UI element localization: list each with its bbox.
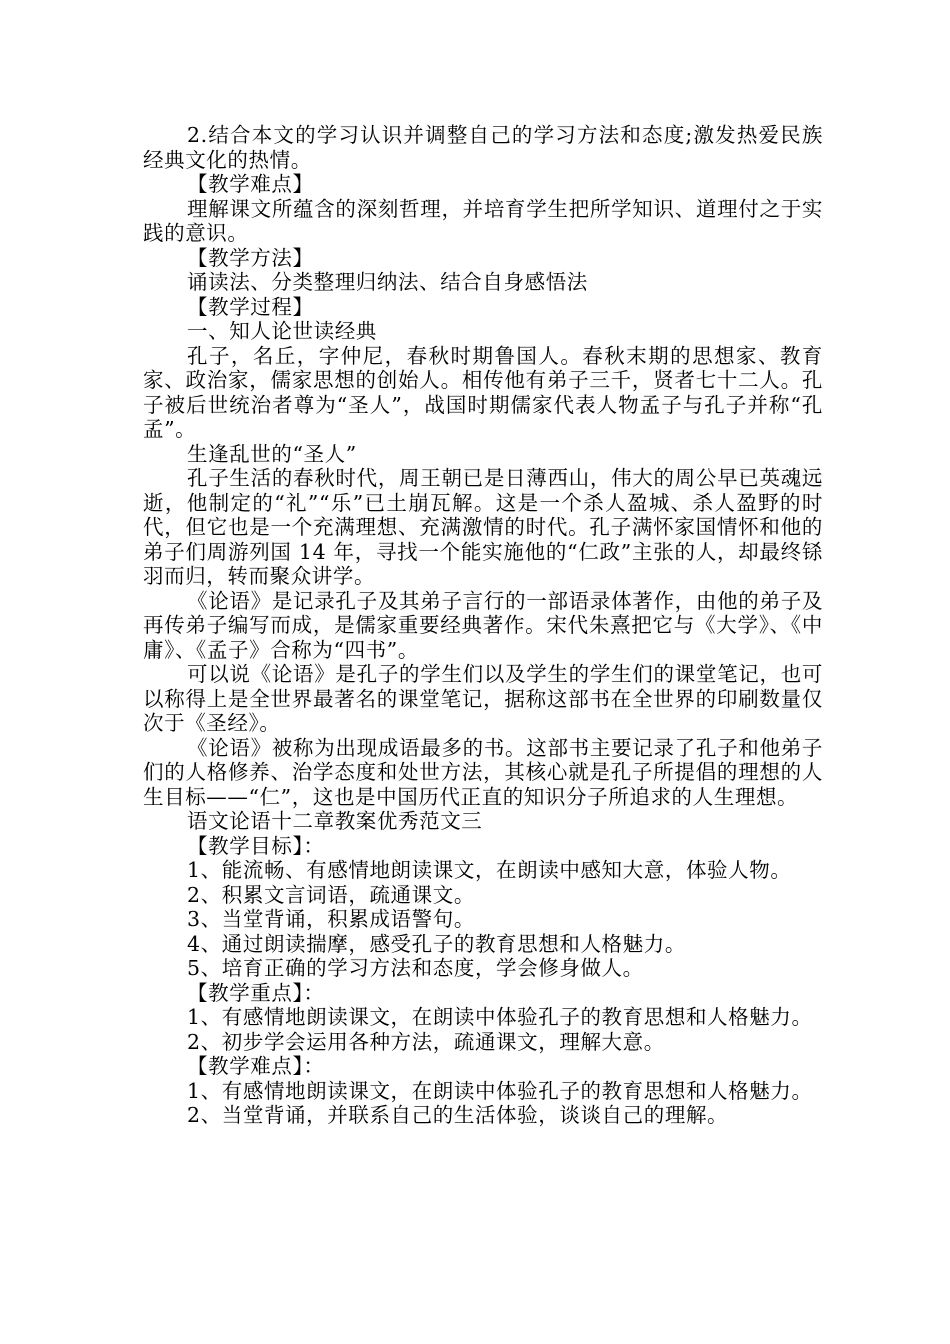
list-item-goal-4: 4、通过朗读揣摩，感受孔子的教育思想和人格魅力。	[187, 931, 686, 956]
list-item-focus-1: 1、有感情地朗读课文，在朗读中体验孔子的教育思想和人格魅力。	[187, 1005, 813, 1029]
paragraph-confucius-intro: 孔子，名丘，字仲尼，春秋时期鲁国人。春秋末期的思想家、教育家、政治家，儒家思想的创始人。相传他有弟子三千，贤者七十二人。孔子被后世统治者尊为“圣人”，战国时期儒家代表人物孟子与孔子并称“孔孟”。	[143, 343, 823, 441]
paragraph-spring-autumn: 孔子生活的春秋时代，周王朝已是日薄西山，伟大的周公早已英魂远逝，他制定的“礼”“乐”已土崩瓦解。这是一个杀人盈城、杀人盈野的时代，但它也是一个充满理想、充满激情的时代。孔子满怀家国情怀和他的弟子们周游列国 14 年，寻找一个能实施他的“仁政”主张的人，却最终铩羽而归，转而聚众讲学。	[143, 466, 823, 588]
list-item-focus-2: 2、初步学会运用各种方法，疏通课文，理解大意。	[187, 1029, 665, 1054]
list-item-difficulty-1: 1、有感情地朗读课文，在朗读中体验孔子的教育思想和人格魅力。	[187, 1078, 813, 1103]
heading-teaching-method: 【教学方法】	[187, 245, 314, 270]
paragraph-class-notes: 可以说《论语》是孔子的学生们以及学生的学生们的课堂笔记，也可以称得上是全世界最著名的课堂笔记，据称这部书在全世界的印刷数量仅次于《圣经》。	[143, 662, 823, 735]
heading-teaching-process: 【教学过程】	[187, 294, 314, 319]
paragraph-method: 诵读法、分类整理归纳法、结合自身感悟法	[187, 270, 588, 294]
list-item-goal-1: 1、能流畅、有感情地朗读课文，在朗读中感知大意，体验人物。	[187, 858, 792, 882]
heading-teaching-focus: 【教学重点】：	[187, 980, 325, 1005]
paragraph-analects-intro: 《论语》是记录孔子及其弟子言行的一部语录体著作，由他的弟子及再传弟子编写而成，是儒家重要经典著作。宋代朱熹把它与《大学》、《中庸》、《孟子》合称为“四书”。	[143, 588, 823, 662]
list-item-goal-3: 3、当堂背诵，积累成语警句。	[187, 907, 475, 931]
document-body	[143, 123, 823, 1128]
section-title-sample-3: 语文论语十二章教案优秀范文三	[187, 809, 483, 833]
heading-teaching-difficulty: 【教学难点】	[187, 172, 314, 196]
paragraph-idioms: 《论语》被称为出现成语最多的书。这部书主要记录了孔子和他弟子们的人格修养、治学态度和处世方法，其核心就是孔子所提倡的理想的人生目标——“仁”，这也是中国历代正直的知识分子所追求的人生理想。	[143, 735, 823, 809]
paragraph-difficulty: 理解课文所蕴含的深刻哲理，并培育学生把所学知识、道理付之于实践的意识。	[143, 196, 823, 245]
subheading-sage: 生逢乱世的“圣人”	[187, 441, 357, 466]
list-item-difficulty-2: 2、当堂背诵，并联系自己的生活体验，谈谈自己的理解。	[187, 1103, 729, 1127]
list-item-goal-2: 2、积累文言词语，疏通课文。	[187, 882, 475, 907]
heading-teaching-difficulty-2: 【教学难点】：	[187, 1054, 325, 1078]
paragraph-objective-2: 2.结合本文的学习认识并调整自己的学习方法和态度;激发热爱民族经典文化的热情。	[143, 123, 823, 172]
section-heading-1: 一、知人论世读经典	[187, 319, 377, 343]
list-item-goal-5: 5、培育正确的学习方法和态度，学会修身做人。	[187, 956, 644, 980]
heading-teaching-goals: 【教学目标】：	[187, 833, 325, 858]
